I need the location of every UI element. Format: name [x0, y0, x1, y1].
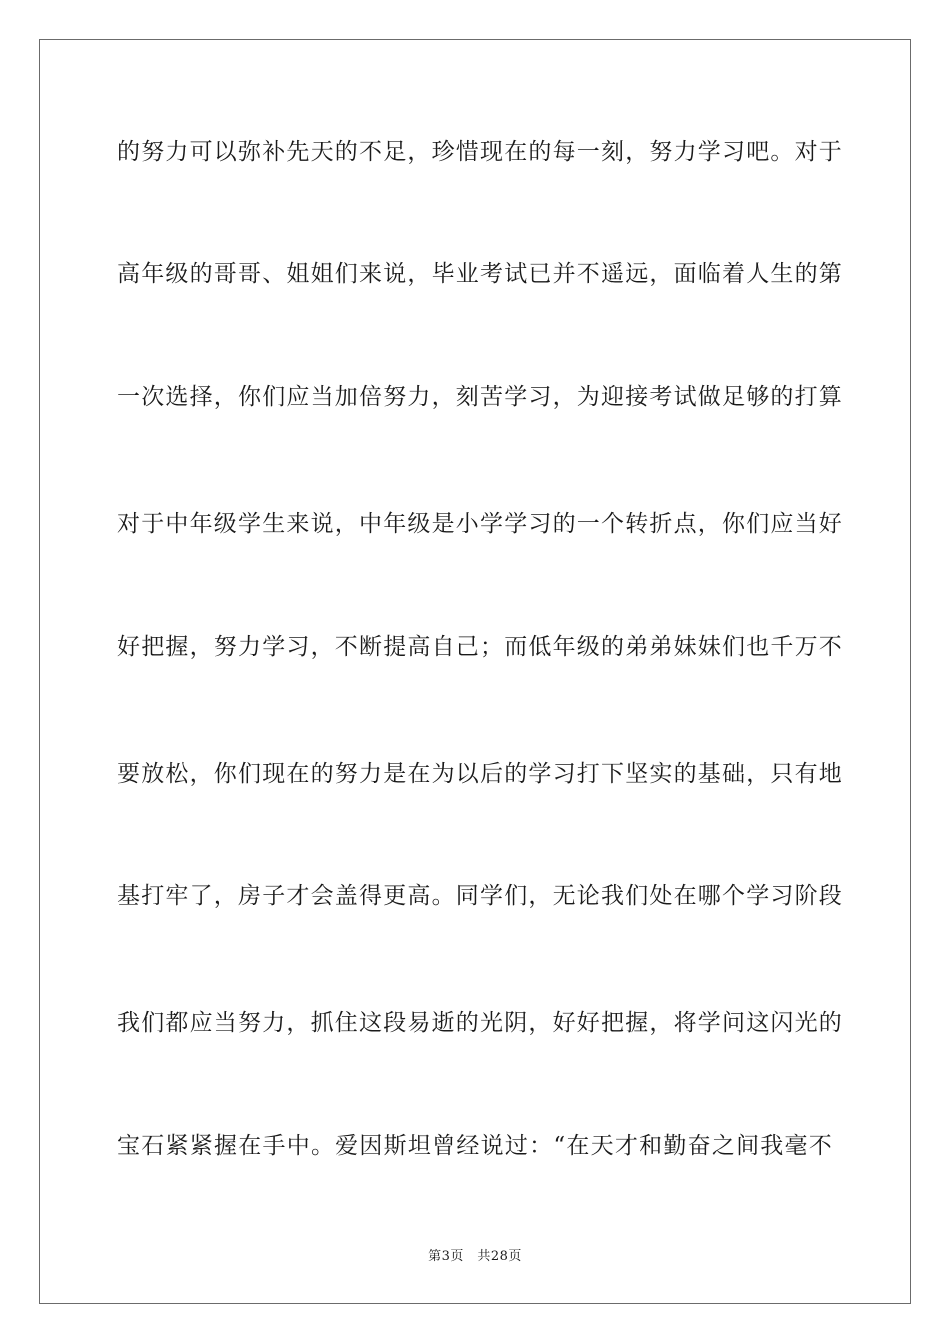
body-text-line-6: 要放松，你们现在的努力是在为以后的学习打下坚实的基础，只有地 — [117, 761, 843, 787]
body-text-line-9: 宝石紧紧握在手中。爱因斯坦曾经说过：“在天才和勤奋之间我毫不 — [117, 1133, 833, 1159]
body-text-line-5: 好把握，努力学习，不断提高自己；而低年级的弟弟妹妹们也千万不 — [117, 634, 843, 660]
page-border — [39, 39, 911, 1304]
body-text-line-7: 基打牢了，房子才会盖得更高。同学们，无论我们处在哪个学习阶段 — [117, 883, 843, 909]
body-text-line-4: 对于中年级学生来说，中年级是小学学习的一个转折点，你们应当好 — [117, 511, 843, 537]
page-number-footer: 第3页 共28页 — [428, 1249, 522, 1264]
body-text-line-2: 高年级的哥哥、姐姐们来说，毕业考试已并不遥远，面临着人生的第 — [117, 261, 843, 287]
body-text-line-1: 的努力可以弥补先天的不足，珍惜现在的每一刻，努力学习吧。对于 — [117, 139, 843, 165]
body-text-line-8: 我们都应当努力，抓住这段易逝的光阴，好好把握，将学问这闪光的 — [117, 1010, 843, 1036]
body-text-line-3: 一次选择，你们应当加倍努力，刻苦学习，为迎接考试做足够的打算 — [117, 384, 843, 410]
